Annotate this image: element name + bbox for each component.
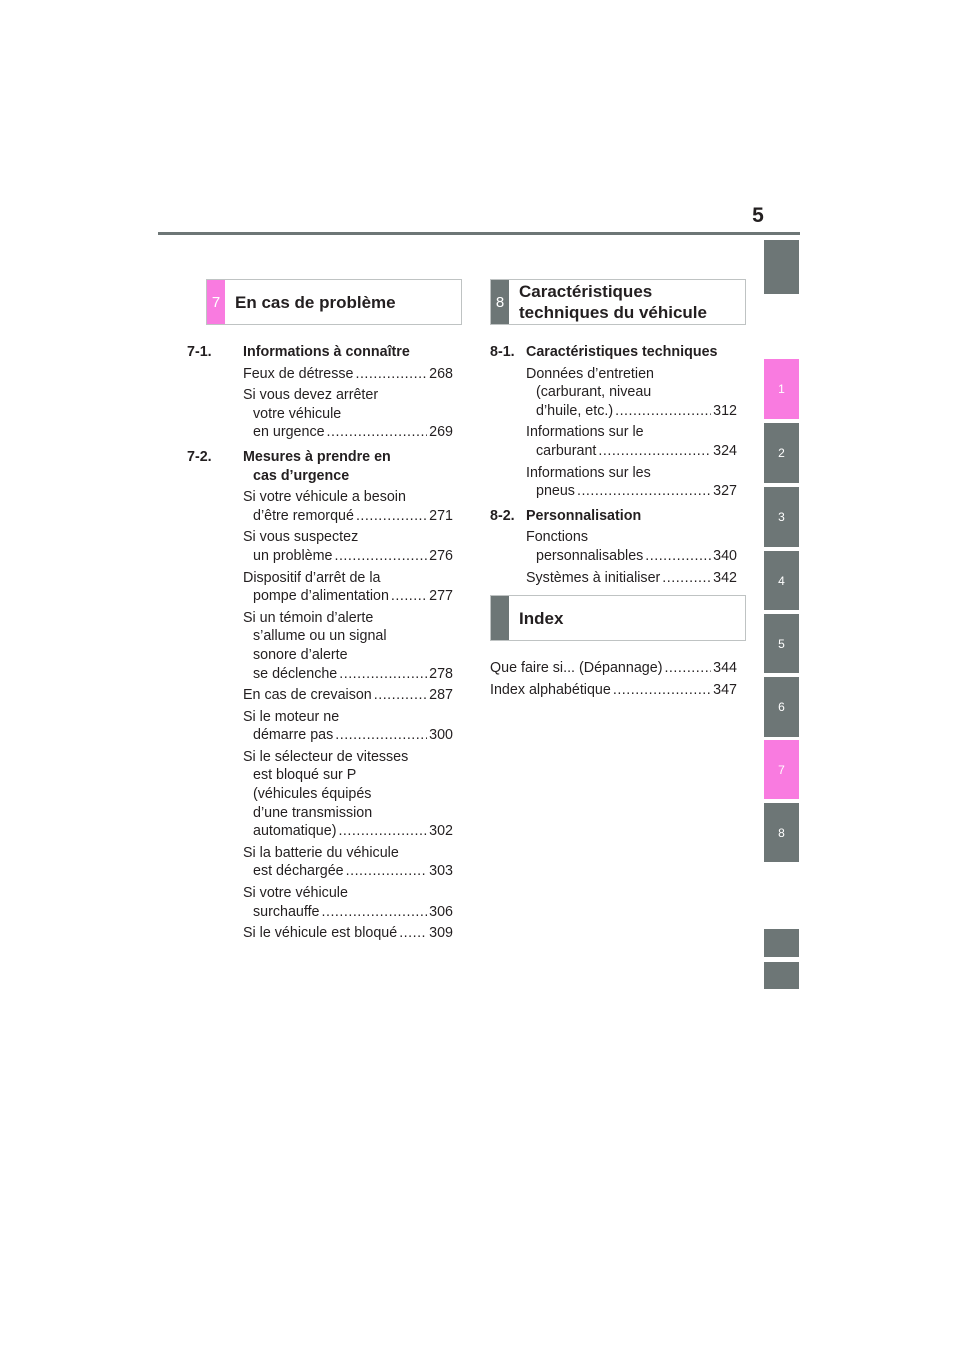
toc-category [490, 507, 737, 526]
toc-entry-last-line [243, 587, 453, 606]
toc-entry[interactable] [187, 884, 453, 921]
toc-entry-last-line [243, 822, 453, 841]
toc-page-number: 327 [713, 483, 737, 500]
toc-page-number: 309 [429, 925, 453, 942]
chapter-thumb-tab[interactable] [764, 240, 799, 294]
toc-page-number: 303 [429, 863, 453, 880]
toc-category-number: 8-2. [490, 507, 515, 524]
toc-category-title [243, 448, 391, 485]
toc-entry-text: surchauffe [253, 903, 320, 920]
toc-entry-text: en urgence [253, 424, 325, 441]
toc-entry-line: Fonctions [526, 529, 588, 546]
toc-entry-last-line [526, 442, 737, 461]
toc-page-number: 277 [429, 588, 453, 605]
toc-entry-line: Dispositif d’arrêt de la [243, 569, 381, 586]
toc-entry-last-line [526, 402, 737, 421]
toc-entry-line: est bloqué sur P [253, 767, 357, 784]
toc-category-title-line: cas d’urgence [253, 467, 350, 484]
toc-category-title [243, 343, 410, 362]
chapter-thumb-tab[interactable]: 1 [764, 359, 799, 419]
toc-entry[interactable] [187, 686, 453, 705]
section-title-7: En cas de problème [235, 292, 396, 312]
toc-entry-line: Données d’entretien [526, 365, 654, 382]
chapter-thumb-tab[interactable]: 2 [764, 423, 799, 483]
toc-page-number: 268 [429, 365, 453, 382]
toc-entry-last-line [243, 924, 453, 943]
toc-entry-last-line [243, 365, 453, 384]
toc-page-number: 340 [713, 547, 737, 564]
toc-entry[interactable] [187, 708, 453, 745]
toc-category [187, 343, 453, 362]
toc-dot-leader [339, 665, 427, 684]
toc-entry-text: un problème [253, 547, 333, 564]
toc-entry-last-line [243, 903, 453, 922]
toc-entry-last-line [526, 482, 737, 501]
toc-entry-text: se déclenche [253, 665, 338, 682]
chapter-thumb-tab[interactable]: 6 [764, 677, 799, 737]
toc-entry-line: Informations sur les [526, 464, 651, 481]
toc-page-number: 312 [713, 402, 737, 419]
toc-entry-last-line [243, 686, 453, 705]
toc-dot-leader [598, 442, 711, 461]
toc-entry-text: automatique) [253, 823, 337, 840]
toc-category-title-line: Informations à connaître [243, 344, 410, 360]
toc-entry-line: Si votre véhicule [243, 885, 348, 902]
toc-category-title-line: Mesures à prendre en [243, 448, 391, 465]
toc-dot-leader [399, 924, 427, 943]
toc-entry-line: Si le moteur ne [243, 708, 340, 725]
toc-section-8 [490, 343, 737, 587]
toc-category-number: 7-1. [187, 344, 212, 360]
section-title-index: Index [519, 608, 564, 628]
toc-category-title [526, 507, 641, 526]
toc-entry-line: Si la batterie du véhicule [243, 844, 399, 861]
toc-entry[interactable] [187, 569, 453, 606]
toc-entry-last-line [243, 507, 453, 526]
top-rule [158, 232, 800, 235]
toc-dot-leader [335, 726, 427, 745]
toc-entry-line: Informations sur le [526, 424, 644, 441]
toc-entry-text: Feux de détresse [243, 365, 354, 382]
toc-entry[interactable] [490, 423, 737, 460]
toc-dot-leader [327, 423, 428, 442]
toc-entry[interactable] [187, 844, 453, 881]
toc-entry-text: pompe d’alimentation [253, 588, 389, 605]
toc-category-title-line: Personnalisation [526, 507, 642, 524]
toc-entry-last-line [490, 681, 737, 700]
toc-entry-text: Index alphabétique [490, 681, 611, 698]
chapter-thumb-tab[interactable] [764, 962, 799, 989]
toc-category-number: 7-2. [187, 448, 212, 465]
toc-page-number: 271 [429, 507, 453, 524]
toc-dot-leader [338, 822, 427, 841]
toc-entry[interactable] [187, 528, 453, 565]
toc-entry[interactable] [490, 659, 737, 678]
toc-entry[interactable] [490, 365, 737, 421]
toc-category-title [526, 343, 718, 362]
toc-entry-text: démarre pas [253, 727, 334, 744]
toc-entry-line: Si vous suspectez [243, 529, 359, 546]
chapter-thumb-tab[interactable]: 3 [764, 487, 799, 547]
chapter-thumb-tab[interactable]: 4 [764, 551, 799, 610]
toc-entry-last-line [526, 569, 737, 588]
toc-dot-leader [613, 681, 711, 700]
toc-entry-line: Si un témoin d’alerte [243, 609, 374, 626]
toc-entry-last-line [243, 862, 453, 881]
chapter-thumb-tab[interactable]: 8 [764, 803, 799, 862]
toc-entry[interactable] [187, 386, 453, 442]
toc-page-number: 347 [713, 681, 737, 698]
section-header-7 [206, 279, 462, 325]
section-tab-7: 7 [207, 280, 225, 324]
toc-entry-text: pneus [536, 483, 575, 500]
toc-entry-line: Si le sélecteur de vitesses [243, 748, 409, 765]
toc-page-number: 300 [429, 727, 453, 744]
toc-entry-line: (véhicules équipés [253, 786, 372, 803]
section-header-8 [490, 279, 746, 325]
toc-entry-last-line [490, 659, 737, 678]
toc-entry-line: Si vous devez arrêter [243, 387, 379, 404]
toc-page-number: 344 [713, 660, 737, 676]
toc-category-title-line: Caractéristiques techniques [526, 344, 718, 360]
toc-page-number: 324 [713, 442, 737, 459]
toc-page-number: 306 [429, 903, 453, 920]
toc-dot-leader [374, 686, 427, 705]
toc-entry-line: s’allume ou un signal [253, 628, 387, 645]
toc-entry-text: personnalisables [536, 547, 644, 564]
toc-entry[interactable] [187, 748, 453, 841]
toc-category-number: 8-1. [490, 344, 515, 360]
toc-section-index [490, 656, 737, 699]
toc-entry-line: d’une transmission [253, 804, 373, 821]
toc-page-number: 269 [429, 424, 453, 441]
toc-entry-last-line [243, 726, 453, 745]
toc-dot-leader [355, 365, 427, 384]
section-title-8: Caractéristiques techniques du véhicule [519, 282, 707, 322]
toc-entry-text: d’huile, etc.) [536, 402, 614, 419]
toc-entry-text: Systèmes à initialiser [526, 569, 661, 586]
toc-entry[interactable] [490, 681, 737, 700]
toc-entry[interactable] [490, 528, 737, 565]
toc-entry-text: carburant [536, 442, 597, 459]
toc-entry[interactable] [187, 609, 453, 683]
toc-dot-leader [322, 903, 428, 922]
toc-entry[interactable] [187, 924, 453, 943]
toc-page-number: 278 [429, 665, 453, 682]
toc-entry-last-line [243, 423, 453, 442]
toc-dot-leader [664, 659, 711, 678]
toc-dot-leader [356, 507, 427, 526]
toc-entry-line: Si votre véhicule a besoin [243, 489, 406, 506]
section-tab-8: 8 [491, 280, 509, 324]
section-header-index [490, 595, 746, 641]
toc-entry-line: (carburant, niveau [536, 384, 652, 401]
toc-entry-text: d’être remorqué [253, 507, 354, 524]
toc-dot-leader [577, 482, 711, 501]
chapter-thumb-tab[interactable]: 7 [764, 740, 799, 799]
toc-dot-leader [346, 862, 428, 881]
toc-category [187, 448, 453, 485]
toc-entry[interactable] [490, 464, 737, 501]
toc-entry-line: votre véhicule [253, 405, 342, 422]
chapter-thumb-tab[interactable]: 5 [764, 614, 799, 673]
toc-entry-text: Que faire si... (Dépannage) [490, 660, 663, 676]
toc-page-number: 302 [429, 823, 453, 840]
chapter-thumb-tab[interactable] [764, 929, 799, 957]
toc-dot-leader [334, 547, 427, 566]
toc-category [490, 343, 737, 362]
toc-entry-text: En cas de crevaison [243, 687, 372, 704]
toc-dot-leader [391, 587, 427, 606]
toc-entry-line: sonore d’alerte [253, 646, 348, 663]
toc-entry-text: Si le véhicule est bloqué [243, 925, 398, 942]
toc-section-7 [187, 343, 453, 943]
section-tab-index [491, 596, 509, 640]
toc-entry[interactable] [187, 488, 453, 525]
toc-dot-leader [662, 569, 711, 588]
toc-page-number: 342 [713, 569, 737, 586]
toc-entry-last-line [526, 547, 737, 566]
toc-page-number: 287 [429, 687, 453, 704]
toc-dot-leader [645, 547, 711, 566]
toc-page-number: 276 [429, 547, 453, 564]
toc-entry-text: est déchargée [253, 863, 344, 880]
toc-entry[interactable] [187, 365, 453, 384]
toc-entry-last-line [243, 665, 453, 684]
page-number: 5 [752, 204, 764, 227]
toc-entry[interactable] [490, 569, 737, 588]
toc-entry-last-line [243, 547, 453, 566]
toc-dot-leader [615, 402, 711, 421]
